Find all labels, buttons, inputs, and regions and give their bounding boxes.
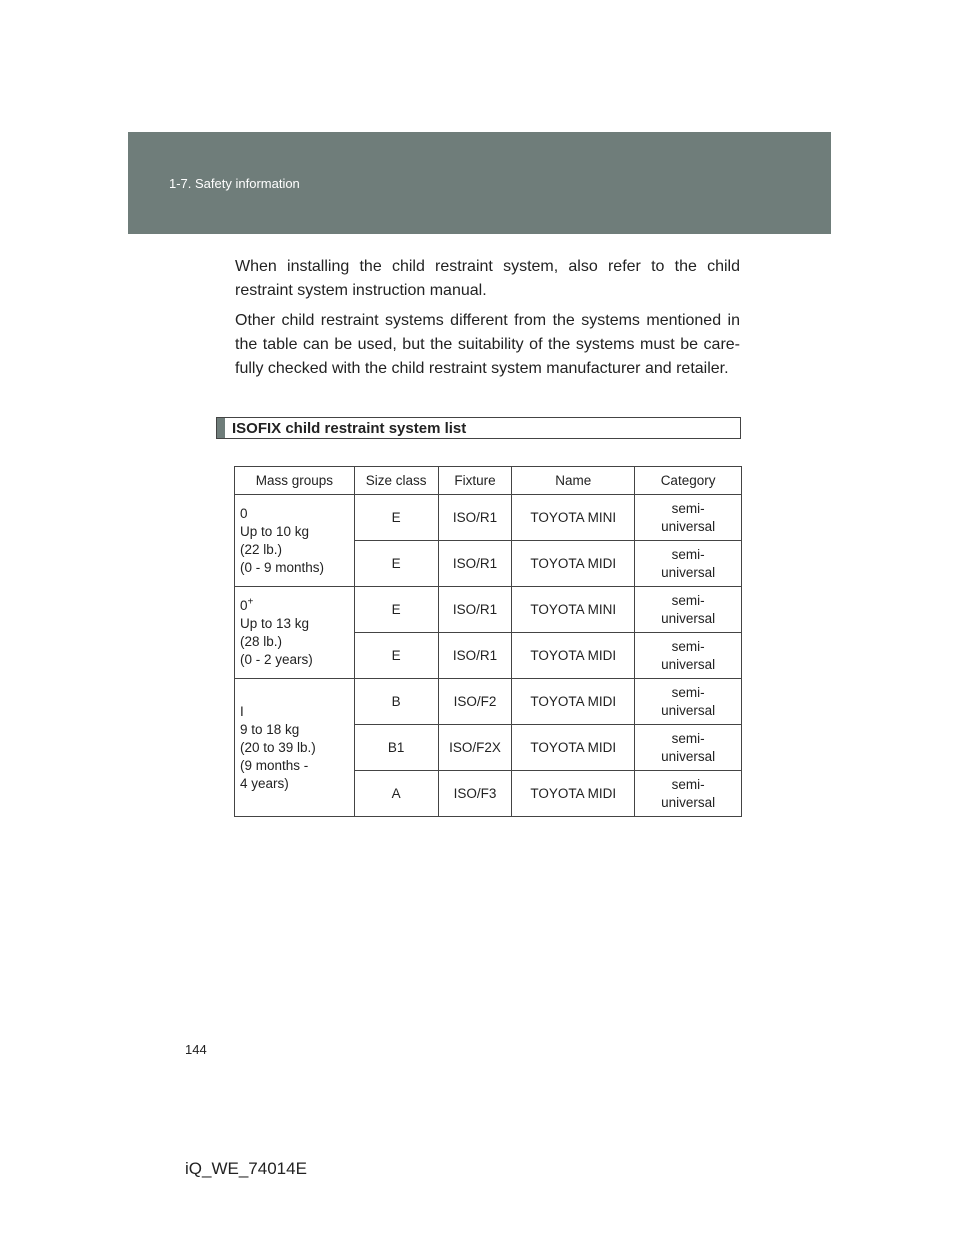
mass-group-line: (9 months - [240, 757, 309, 773]
name-cell: TOYOTA MIDI [512, 541, 635, 587]
mass-group-line: Up to 10 kg [240, 523, 310, 539]
size-class-cell: E [354, 587, 438, 633]
category-cell [635, 495, 742, 541]
mass-group-line: I [240, 703, 244, 719]
fixture-cell: ISO/F3 [438, 771, 512, 817]
size-class-cell: B [354, 679, 438, 725]
section-label: 1-7. Safety information [169, 176, 300, 191]
category-line: universal [661, 748, 716, 764]
category-line: universal [661, 518, 716, 534]
category-line: semi- [671, 546, 705, 562]
category-cell [635, 587, 742, 633]
fixture-cell: ISO/R1 [438, 495, 512, 541]
col-header-size-class: Size class [354, 467, 438, 495]
col-header-name: Name [512, 467, 635, 495]
category-cell [635, 771, 742, 817]
subheading-title: ISOFIX child restraint system list [232, 419, 467, 437]
category-line: universal [661, 564, 716, 580]
category-line: semi- [671, 776, 705, 792]
col-header-mass-groups: Mass groups [235, 467, 355, 495]
size-class-cell: B1 [354, 725, 438, 771]
mass-group-line: Up to 13 kg [240, 615, 310, 631]
name-cell: TOYOTA MINI [512, 587, 635, 633]
mass-group-line: 0 [240, 505, 248, 521]
mass-group-line: 0 [240, 597, 248, 613]
category-line: universal [661, 794, 716, 810]
subheading-box [216, 417, 741, 439]
name-cell: TOYOTA MIDI [512, 725, 635, 771]
fixture-cell: ISO/F2X [438, 725, 512, 771]
mass-group-line: (20 to 39 lb.) [240, 739, 316, 755]
mass-group-cell [235, 587, 355, 679]
category-line: semi- [671, 730, 705, 746]
mass-group-line: 9 to 18 kg [240, 721, 300, 737]
mass-group-cell [235, 495, 355, 587]
fixture-cell: ISO/F2 [438, 679, 512, 725]
category-line: semi- [671, 684, 705, 700]
mass-group-line: (22 lb.) [240, 541, 283, 557]
name-cell: TOYOTA MIDI [512, 679, 635, 725]
mass-group-line: (0 - 2 years) [240, 651, 313, 667]
size-class-cell: E [354, 633, 438, 679]
table-row [235, 495, 742, 541]
fixture-cell: ISO/R1 [438, 633, 512, 679]
header-band [128, 132, 831, 234]
size-class-cell: A [354, 771, 438, 817]
category-cell [635, 541, 742, 587]
category-cell [635, 725, 742, 771]
mass-group-line: (28 lb.) [240, 633, 283, 649]
col-header-category: Category [635, 467, 742, 495]
document-code: iQ_WE_74014E [185, 1159, 307, 1178]
mass-group-superscript: + [247, 596, 254, 607]
category-line: universal [661, 702, 716, 718]
size-class-cell: E [354, 495, 438, 541]
isofix-table [234, 466, 742, 817]
paragraph-2: Other child restraint systems different from the systems mentioned in the table can be used, but the suitability of the systems must be care-fully checked with the child restraint system manufacturer and retailer. [235, 312, 740, 377]
category-line: universal [661, 656, 716, 672]
fixture-cell: ISO/R1 [438, 587, 512, 633]
subheading-accent-bar [217, 418, 225, 438]
fixture-cell: ISO/R1 [438, 541, 512, 587]
name-cell: TOYOTA MINI [512, 495, 635, 541]
name-cell: TOYOTA MIDI [512, 633, 635, 679]
category-cell [635, 679, 742, 725]
name-cell: TOYOTA MIDI [512, 771, 635, 817]
mass-group-line: 4 years) [240, 775, 289, 791]
table-body [235, 495, 742, 817]
table-row [235, 587, 742, 633]
category-line: semi- [671, 592, 705, 608]
category-cell [635, 633, 742, 679]
table-row [235, 679, 742, 725]
mass-group-cell [235, 679, 355, 817]
size-class-cell: E [354, 541, 438, 587]
category-line: universal [661, 610, 716, 626]
mass-group-line: (0 - 9 months) [240, 559, 325, 575]
category-line: semi- [671, 500, 705, 516]
col-header-fixture: Fixture [438, 467, 512, 495]
table-header-row [235, 467, 742, 495]
paragraph-1: When installing the child restraint system, also refer to the child restraint system instruction manual. [235, 258, 740, 299]
page-number: 144 [185, 1042, 207, 1057]
category-line: semi- [671, 638, 705, 654]
